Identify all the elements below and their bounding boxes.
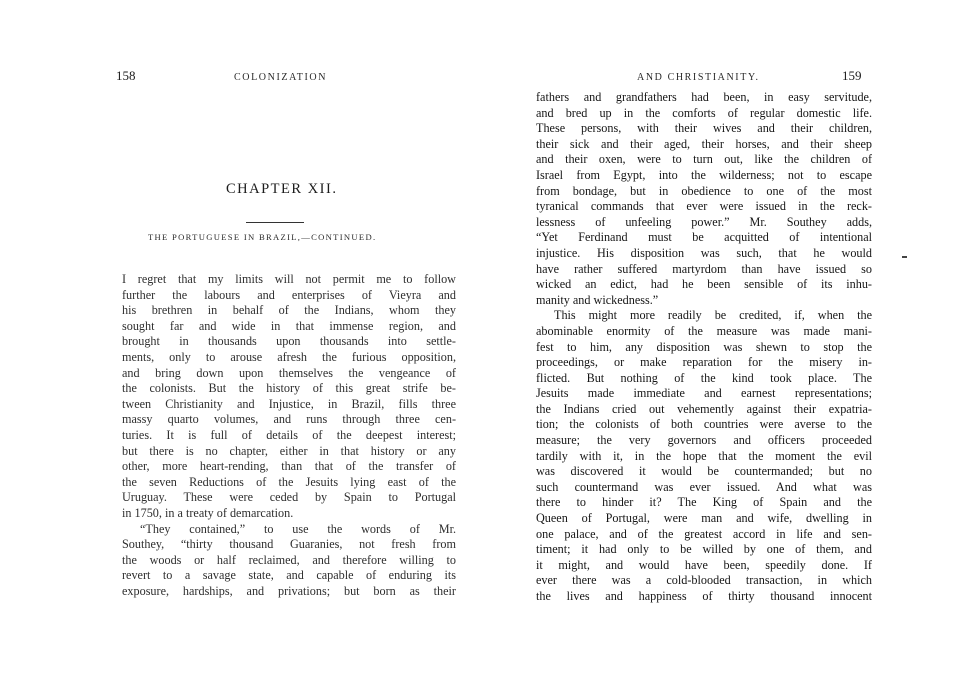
text-line: tween Christianity and Injustice, in Brazil, fills three bbox=[122, 396, 456, 411]
text-line: manity and wickedness.” bbox=[536, 292, 659, 307]
chapter-subtitle: THE PORTUGUESE IN BRAZIL,—CONTINUED. bbox=[148, 232, 377, 242]
text-line: in 1750, in a treaty of demarcation. bbox=[122, 505, 294, 520]
text-line: fest to him, any disposition was shewn to stop the bbox=[536, 339, 872, 354]
right-body-text bbox=[536, 90, 872, 605]
text-line: their sick and their aged, their horses, and their sheep bbox=[536, 136, 872, 151]
text-line: was discovered it would be countermanded; but no bbox=[536, 464, 872, 479]
text-line: tion; the colonists of both countries were averse to the bbox=[536, 417, 872, 432]
text-line: one palace, and of the greatest accord in life and sen- bbox=[536, 526, 872, 541]
text-line: massy quarto volumes, and runs through three cen- bbox=[122, 412, 456, 427]
text-line: his brethren in behalf of the Indians, whom they bbox=[122, 303, 456, 318]
text-line: other, more heart-rending, than that of the transfer of bbox=[122, 459, 456, 474]
text-line: wicked an edict, had he been sensible of its inhu- bbox=[536, 277, 872, 292]
text-line: and their oxen, were to turn out, like the children of bbox=[536, 152, 872, 167]
text-line: the woods or half reclaimed, and therefore willing to bbox=[122, 552, 456, 567]
chapter-divider bbox=[246, 222, 304, 223]
text-line: I regret that my limits will not permit me to follow bbox=[122, 272, 456, 286]
text-line: there to hinder it? The King of Spain and the bbox=[536, 495, 872, 510]
text-line: the colonists. But the history of this great strife be- bbox=[122, 381, 456, 396]
text-line: turies. It is full of details of the deepest interest; bbox=[122, 427, 456, 442]
text-line: and bring down upon themselves the vengeance of bbox=[122, 365, 456, 380]
text-line: the seven Reductions of the Jesuits lying east of the bbox=[122, 474, 456, 489]
text-line: Queen of Portugal, were man and wife, dwelling in bbox=[536, 511, 872, 526]
text-line: it might, and would have been, speedily done. If bbox=[536, 557, 872, 572]
text-line: flicted. But nothing of the kind took place. The bbox=[536, 370, 872, 385]
right-page-number: 159 bbox=[842, 68, 862, 83]
text-line: ments, only to arouse afresh the furious opposition, bbox=[122, 349, 456, 364]
text-line: Uruguay. These were ceded by Spain to Portugal bbox=[122, 490, 456, 505]
text-line: proceedings, or make reparation for the misery in- bbox=[536, 355, 872, 370]
text-line: lessness of unfeeling power.” Mr. Southey adds, bbox=[536, 214, 872, 229]
text-line: further the labours and enterprises of Vieyra and bbox=[122, 287, 456, 302]
text-line: These persons, with their wives and their children, bbox=[536, 121, 872, 136]
text-line: measure; the very governors and officers proceeded bbox=[536, 433, 872, 448]
chapter-title: CHAPTER XII. bbox=[226, 181, 338, 197]
text-line: This might more readily be credited, if, when the bbox=[554, 308, 872, 323]
text-line: have rather suffered martyrdom than have issued so bbox=[536, 261, 872, 276]
left-page-number: 158 bbox=[116, 68, 136, 83]
text-line: brought in thousands upon thousands into settle- bbox=[122, 334, 456, 349]
text-line: “Yet Ferdinand must be acquitted of intentional bbox=[536, 230, 872, 245]
text-line: exposure, hardships, and privations; but born as their bbox=[122, 583, 456, 598]
right-running-head: AND CHRISTIANITY. bbox=[637, 72, 760, 83]
right-page bbox=[490, 0, 980, 691]
text-line: “They contained,” to use the words of Mr. bbox=[140, 521, 456, 536]
left-body-text bbox=[122, 272, 456, 599]
text-line: Jesuits made immediate and earnest representations; bbox=[536, 386, 872, 401]
text-line: timent; it had only to be willed by one of them, and bbox=[536, 542, 872, 557]
text-line: from bondage, but in obedience to one of the most bbox=[536, 183, 872, 198]
text-line: the Indians cried out vehemently against their expatria- bbox=[536, 401, 872, 416]
ink-mark bbox=[902, 256, 907, 258]
text-line: the lives and happiness of thirty thousand innocent bbox=[536, 589, 872, 603]
text-line: tyranical commands that ever were issued in the reck- bbox=[536, 199, 872, 214]
left-running-head: COLONIZATION bbox=[234, 72, 328, 83]
text-line: but there is no chapter, either in that history or any bbox=[122, 443, 456, 458]
text-line: injustice. His disposition was such, that he would bbox=[536, 245, 872, 260]
text-line: ever there was a cold-blooded transaction, in which bbox=[536, 573, 872, 588]
text-line: tardily with it, in the hope that the moment the evil bbox=[536, 448, 872, 463]
text-line: sought far and wide in that immense region, and bbox=[122, 318, 456, 333]
text-line: revert to a savage state, and capable of enduring its bbox=[122, 568, 456, 583]
text-line: such countermand was ever issued. And what was bbox=[536, 479, 872, 494]
text-line: and bred up in the comforts of regular domestic life. bbox=[536, 105, 872, 120]
text-line: Israel from Egypt, into the wilderness; not to escape bbox=[536, 167, 872, 182]
text-line: Southey, “thirty thousand Guaranies, not fresh from bbox=[122, 537, 456, 552]
text-line: abominable enormity of the measure was made mani- bbox=[536, 323, 872, 338]
text-line: fathers and grandfathers had been, in easy servitude, bbox=[536, 90, 872, 104]
